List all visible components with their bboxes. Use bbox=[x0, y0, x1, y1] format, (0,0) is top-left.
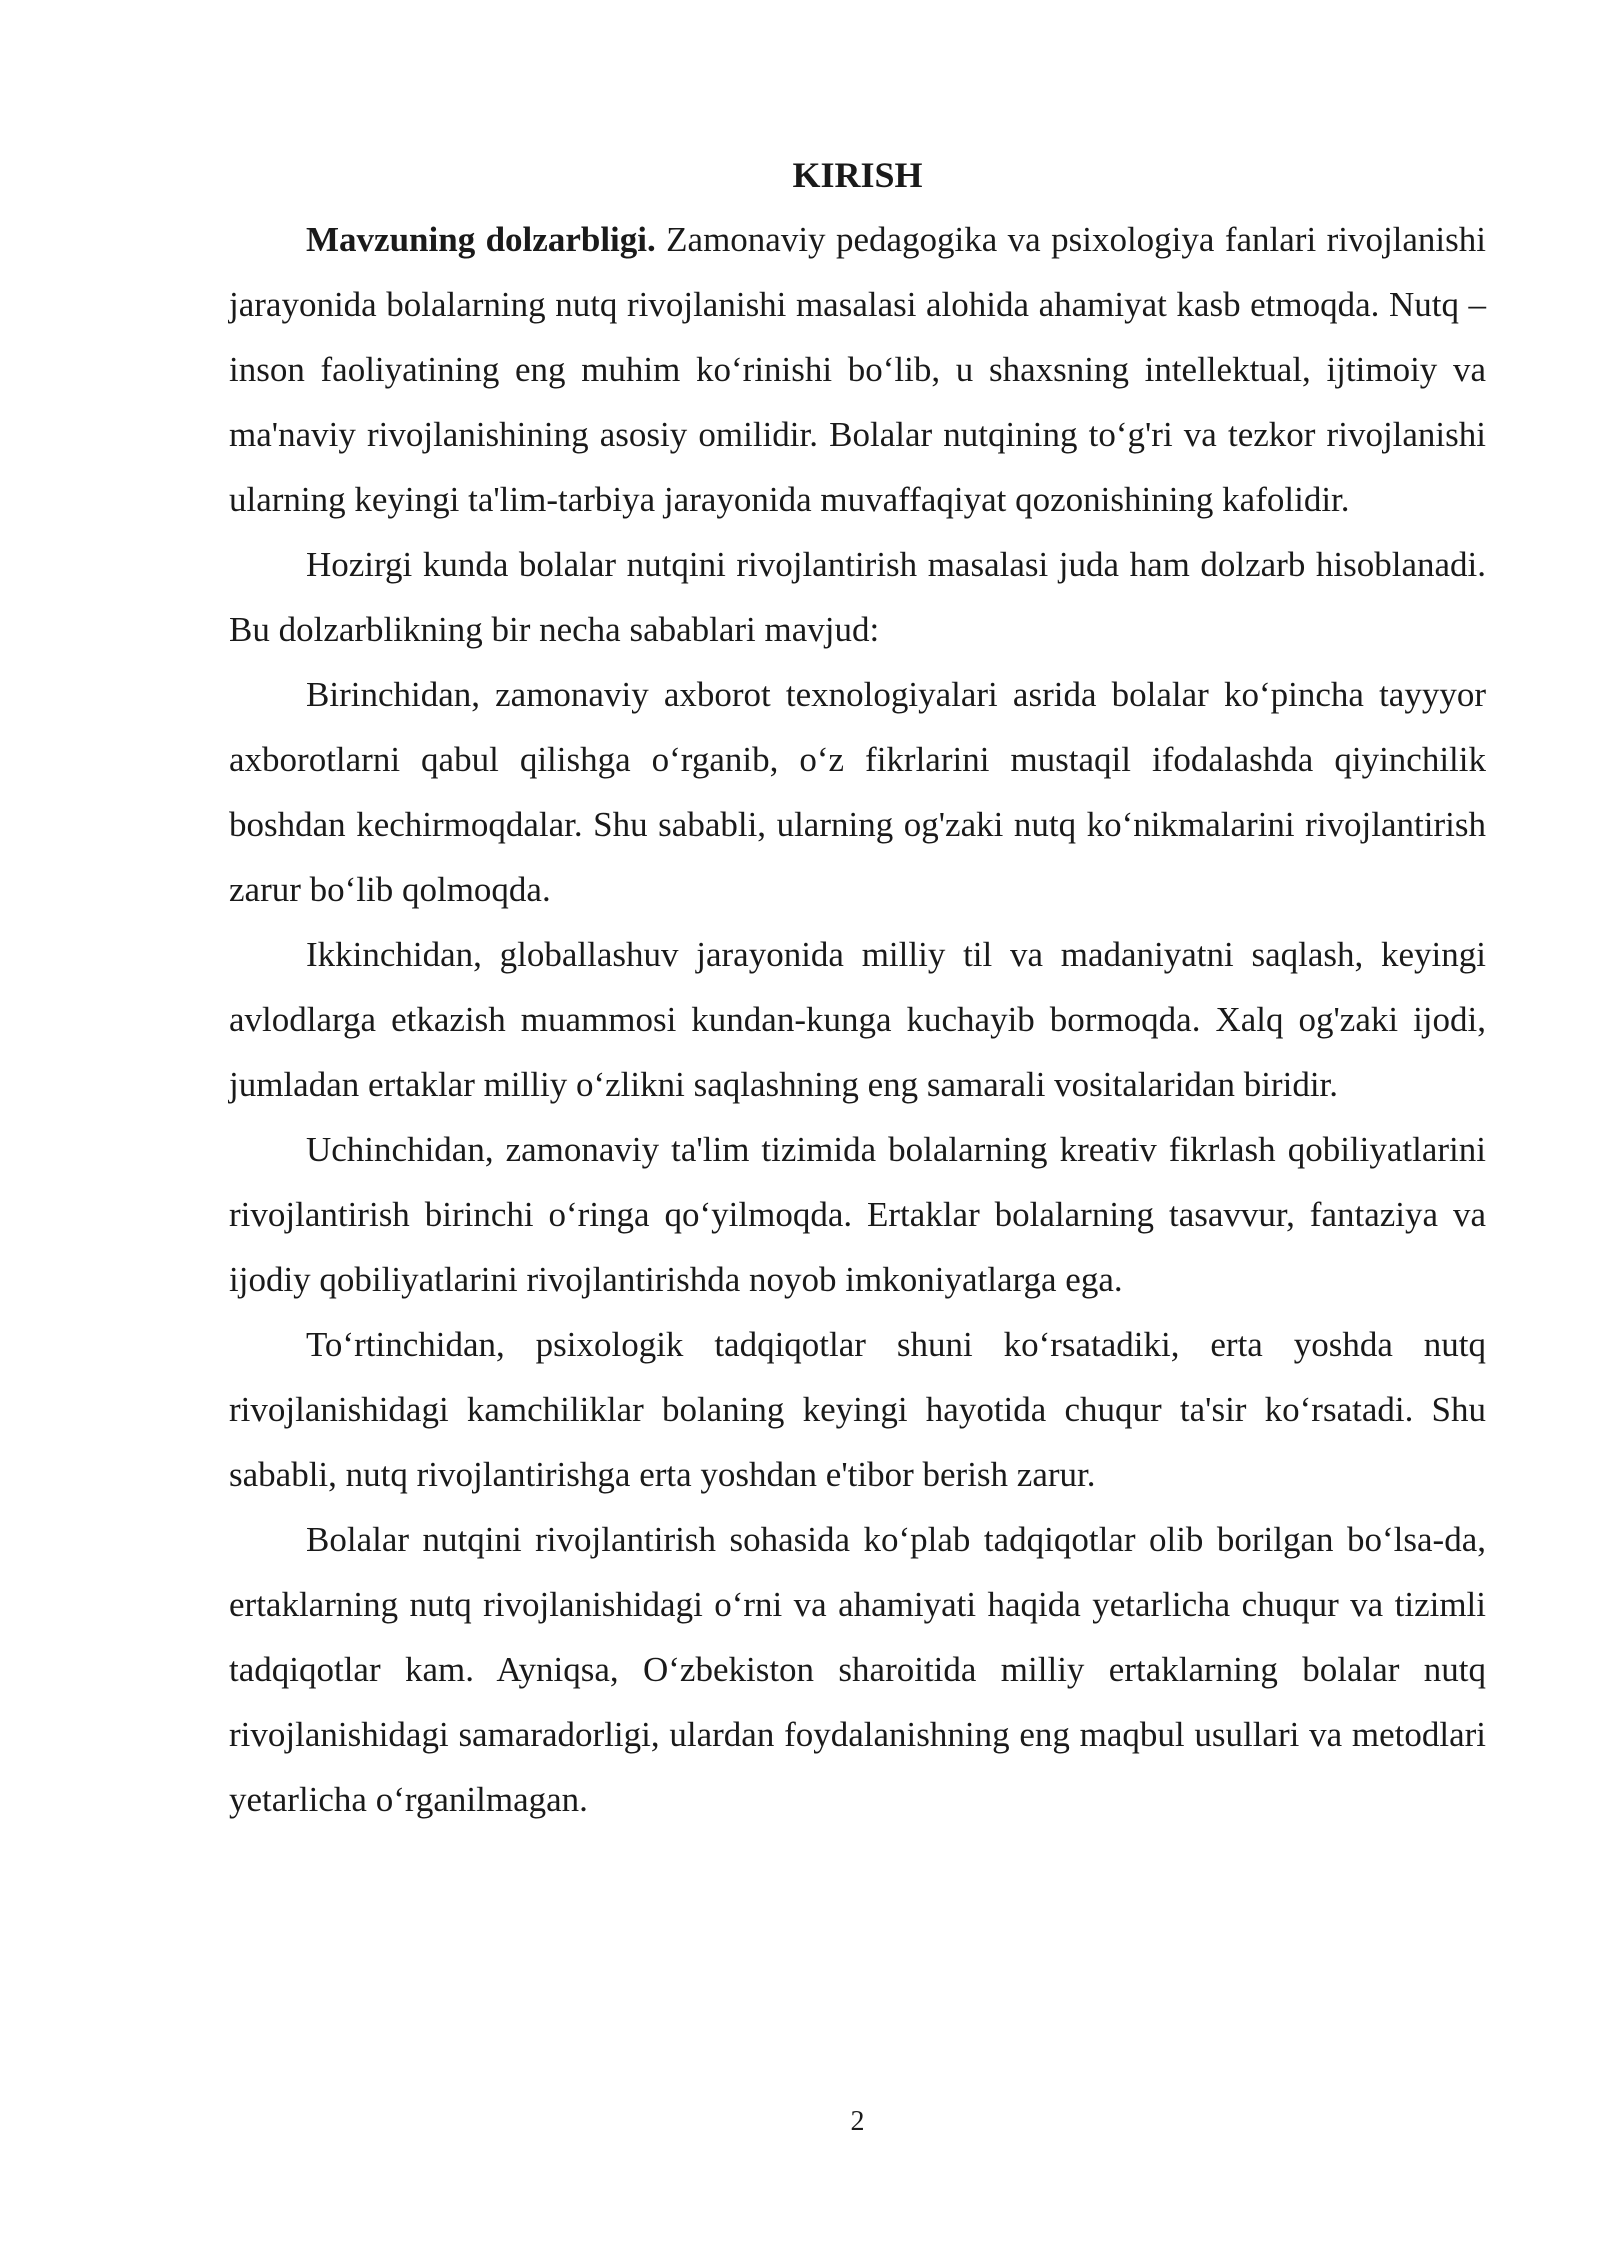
paragraph-text: Zamonaviy pedagogika va psixologiya fanlari rivojlanishi jarayonida bolalarning nutq rivojlanishi masalasi alohida ahamiyat kasb etmoqda. Nutq – inson faoliyatining eng muhim koʻrinishi boʻlib, u shaxsning intellektual, ijtimoiy va ma'naviy rivojlanishining asosiy omilidir. Bolalar nutqining toʻg'ri va tezkor rivojlanishi ularning keyingi ta'lim-tarbiya jarayonida muvaffaqiyat qozonishining kafolidir. bbox=[229, 220, 1486, 519]
body-text bbox=[229, 207, 1486, 1832]
paragraph-text: Hozirgi kunda bolalar nutqini rivojlantirish masalasi juda ham dolzarb hisoblanadi. Bu dolzarblikning bir necha sabablari mavjud: bbox=[229, 545, 1486, 649]
section-title: KIRISH bbox=[792, 155, 923, 195]
paragraph-lead: Mavzuning dolzarbligi. bbox=[306, 220, 656, 259]
paragraph-text: Toʻrtinchidan, psixologik tadqiqotlar shuni koʻrsatadiki, erta yoshda nutq rivojlanishidagi kamchiliklar bolaning keyingi hayotida chuqur ta'sir koʻrsatadi. Shu sababli, nutq rivojlantirishga erta yoshdan e'tibor berish zarur. bbox=[229, 1325, 1486, 1494]
paragraph-current-relevance bbox=[229, 532, 1486, 662]
paragraph-text: Ikkinchidan, globallashuv jarayonida milliy til va madaniyatni saqlash, keyingi avlodlarga etkazish muammosi kundan-kunga kuchayib bormoqda. Xalq og'zaki ijodi, jumladan ertaklar milliy oʻzlikni saqlashning eng samarali vositalaridan biridir. bbox=[229, 935, 1486, 1104]
page-number: 2 bbox=[850, 2106, 865, 2137]
paragraph-first-reason bbox=[229, 662, 1486, 922]
document-page bbox=[229, 0, 1486, 2262]
paragraph-text: Uchinchidan, zamonaviy ta'lim tizimida bolalarning kreativ fikrlash qobiliyatlarini rivojlantirish birinchi oʻringa qoʻyilmoqda. Ertaklar bolalarning tasavvur, fantaziya va ijodiy qobiliyatlarini rivojlantirishda noyob imkoniyatlarga ega. bbox=[229, 1130, 1486, 1299]
paragraph-research-gap bbox=[229, 1507, 1486, 1832]
paragraph-second-reason bbox=[229, 922, 1486, 1117]
paragraph-third-reason bbox=[229, 1117, 1486, 1312]
paragraph-text: Birinchidan, zamonaviy axborot texnologiyalari asrida bolalar koʻpincha tayyyor axborotlarni qabul qilishga oʻrganib, oʻz fikrlarini mustaqil ifodalashda qiyinchilik boshdan kechirmoqdalar. Shu sababli, ularning og'zaki nutq koʻnikmalarini rivojlantirish zarur boʻlib qolmoqda. bbox=[229, 675, 1486, 909]
paragraph-relevance bbox=[229, 207, 1486, 532]
paragraph-text: Bolalar nutqini rivojlantirish sohasida koʻplab tadqiqotlar olib borilgan boʻlsa-da, ertaklarning nutq rivojlanishidagi oʻrni va ahamiyati haqida yetarlicha chuqur va tizimli tadqiqotlar kam. Ayniqsa, Oʻzbekiston sharoitida milliy ertaklarning bolalar nutq rivojlanishidagi samaradorligi, ulardan foydalanishning eng maqbul usullari va metodlari yetarlicha oʻrganilmagan. bbox=[229, 1520, 1486, 1819]
paragraph-fourth-reason bbox=[229, 1312, 1486, 1507]
